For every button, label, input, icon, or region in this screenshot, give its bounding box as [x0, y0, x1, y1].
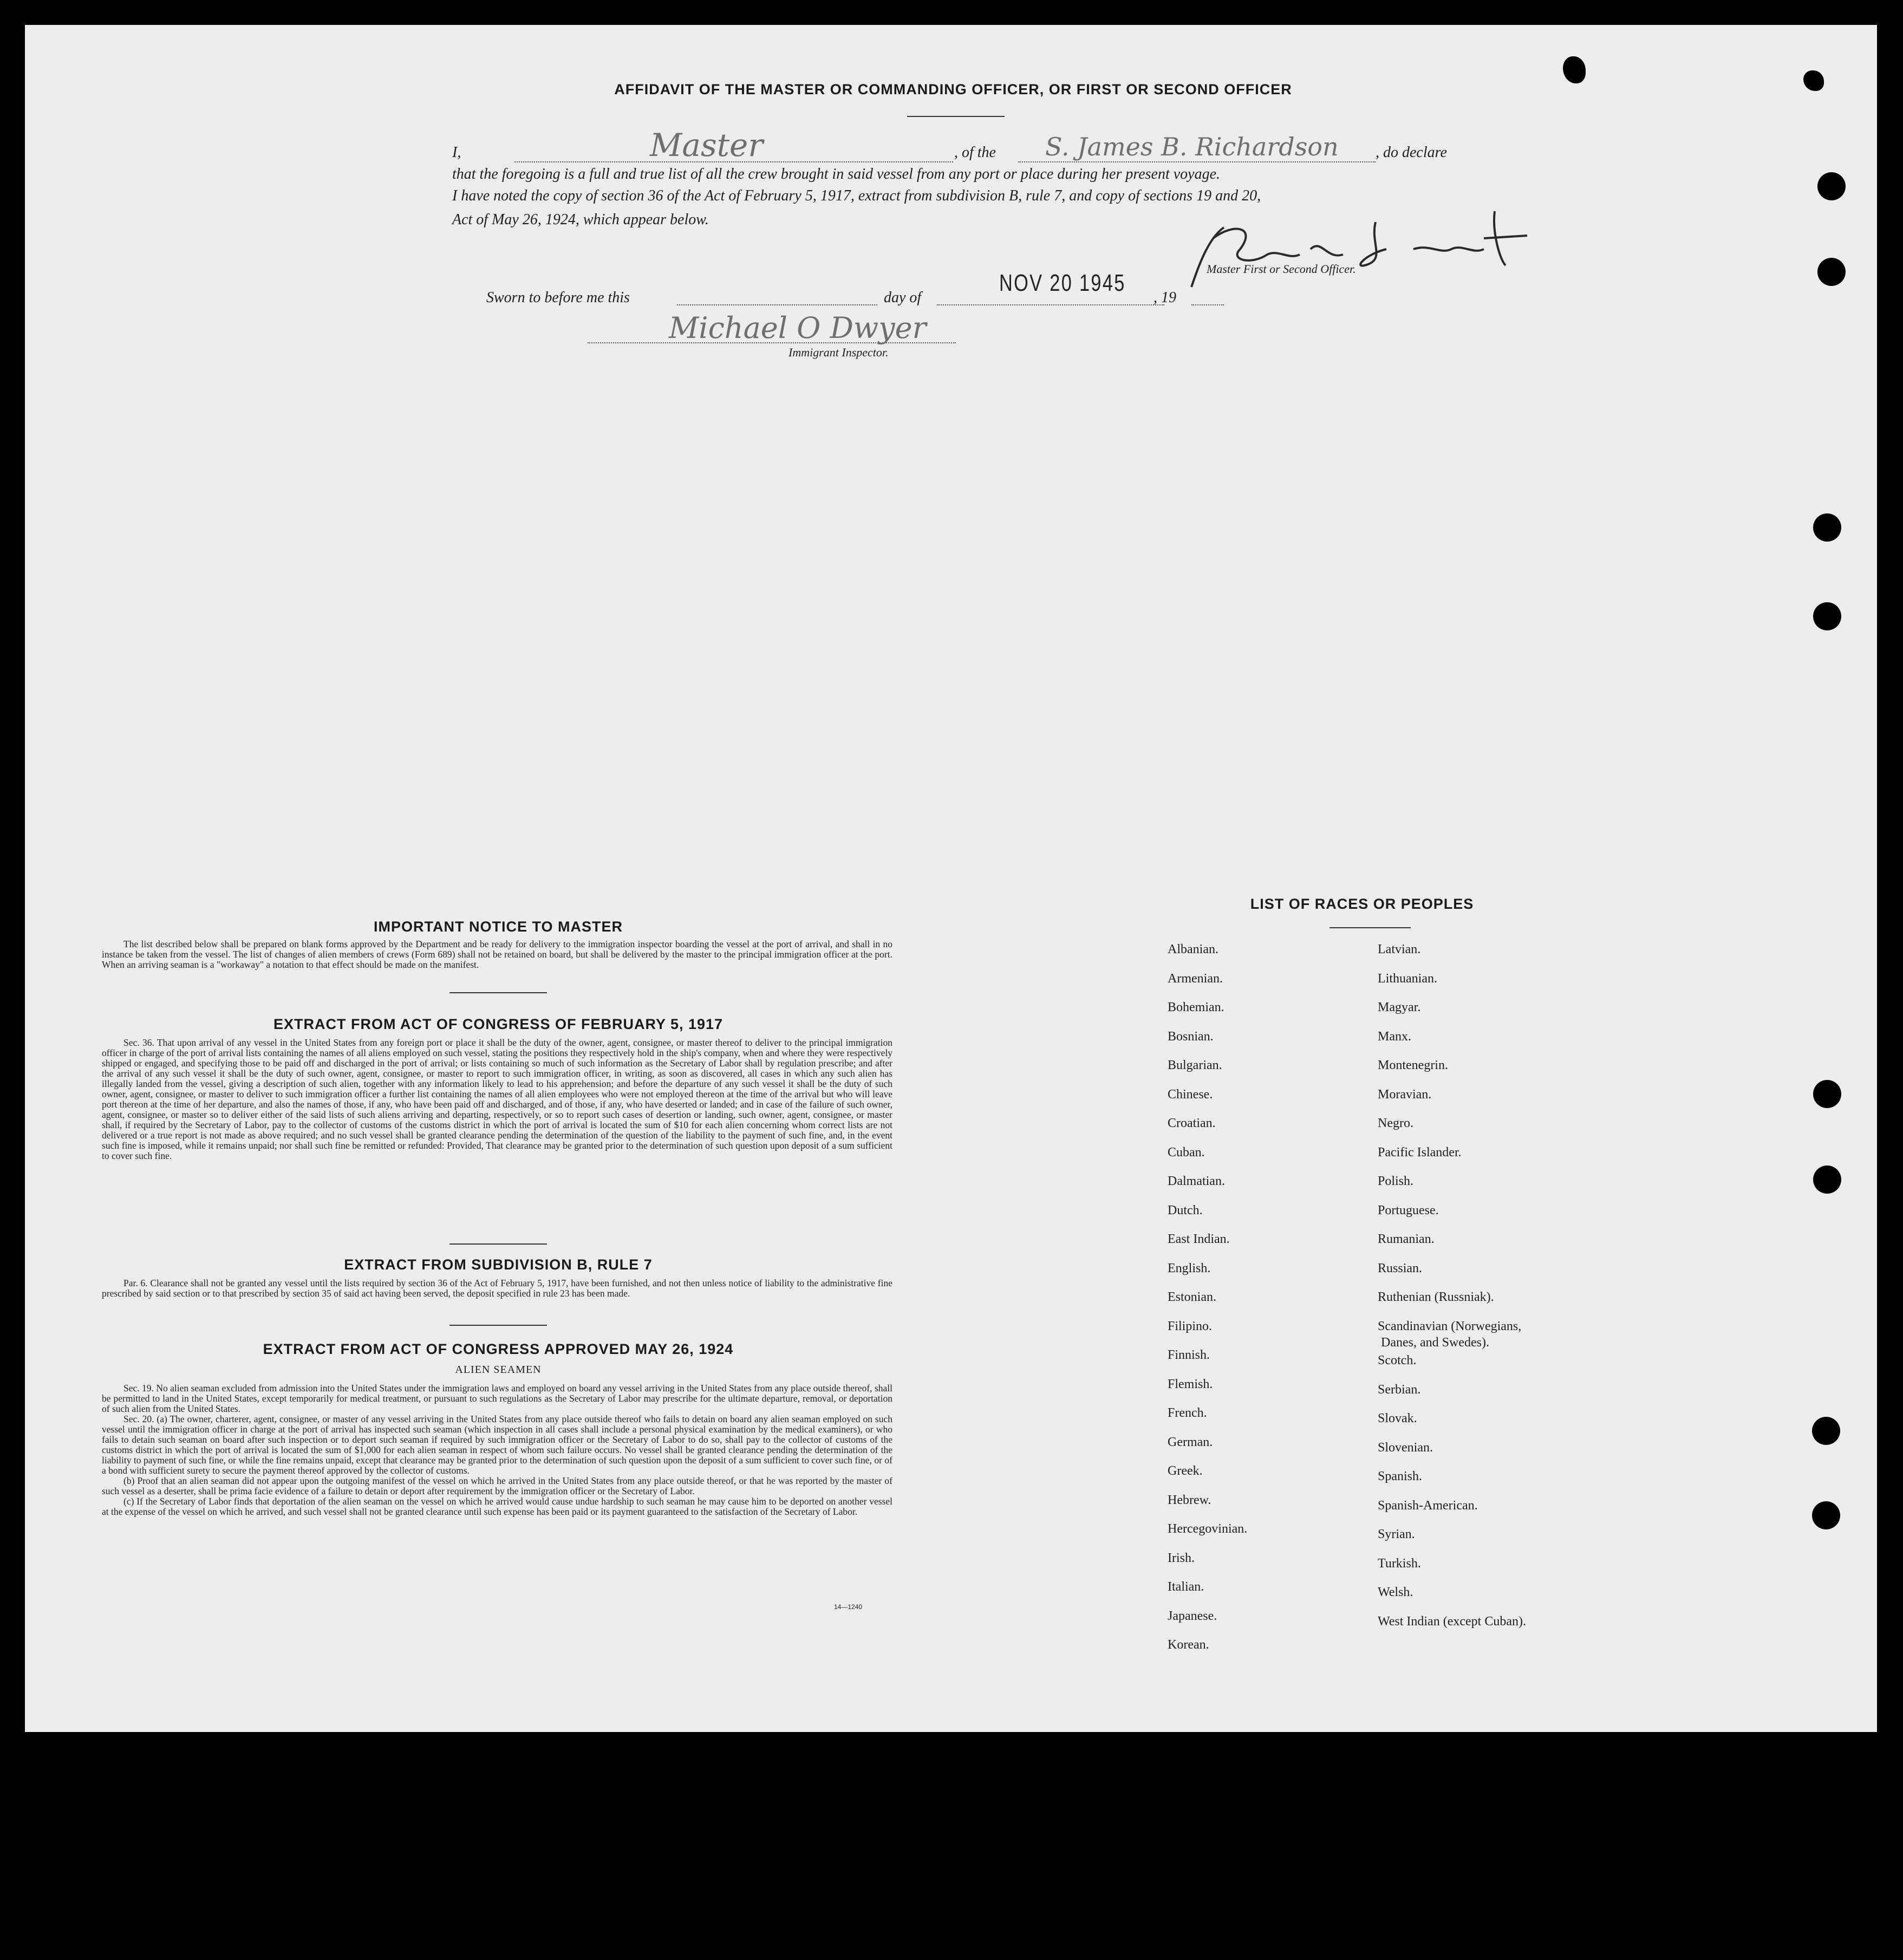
affidavit-title: AFFIDAVIT OF THE MASTER OR COMMANDING OFFICER, OR FIRST OR SECOND OFFICER: [614, 81, 1292, 97]
race-item: Spanish-American.: [1378, 1498, 1478, 1513]
extract-rule7-body: Par. 6. Clearance shall not be granted any vessel until the lists required by section 36 of the Act of February 5, 1917, have been furnished, and not then unless notice of liability to the administrative fine prescribed by said section or to that prescribed by section 35 of said act having been served, the deposit specified in rule 23 has been made.: [102, 1278, 892, 1299]
notice-body: The list described below shall be prepared on blank forms approved by the Department and be ready for delivery to the immigration inspector boarding the vessel at the port of arrival, and shall in no instance be taken from the vessel. The list of changes of alien members of crews (Form 689) shall not be retained on board, but shall be delivered by the master to the principal immigration officer at the port. When an arriving seaman is a "workaway" a notation to that effect should be made on the manifest.: [102, 939, 892, 970]
race-item: Dalmatian.: [1168, 1174, 1225, 1188]
alien-seamen-subtitle: ALIEN SEAMEN: [455, 1364, 542, 1376]
race-item: Turkish.: [1378, 1556, 1421, 1571]
race-item: Filipino.: [1168, 1319, 1213, 1333]
race-item: Hebrew.: [1168, 1493, 1211, 1507]
race-item: Croatian.: [1168, 1116, 1216, 1130]
sec-19: Sec. 19. No alien seaman excluded from admission into the United States under the immigration laws and employed on board any vessel arriving in the United States from any place outside thereof, shall be permitted to land in the United States, except temporarily for medical treatment, or pursuant to such regulations as the Secretary of Labor may prescribe for the ultimate departure, removal, or deportation of such alien from the United States.: [102, 1383, 892, 1414]
divider: [449, 1325, 547, 1326]
punch-hole: [1813, 602, 1841, 630]
divider: [1330, 927, 1411, 928]
affidavit-line-4: Act of May 26, 1924, which appear below.: [452, 211, 709, 228]
race-item: Albanian.: [1168, 942, 1218, 956]
punch-hole: [1812, 1417, 1840, 1445]
race-item: Irish.: [1168, 1551, 1195, 1565]
race-item: Rumanian.: [1378, 1232, 1435, 1246]
race-item: Dutch.: [1168, 1203, 1203, 1217]
race-item: Polish.: [1378, 1174, 1414, 1188]
affidavit-line-3: I have noted the copy of section 36 of the Act of February 5, 1917, extract from subdivision B, rule 7, and copy of sections 19 and 20,: [452, 187, 1261, 204]
extract-rule7-title: EXTRACT FROM SUBDIVISION B, RULE 7: [344, 1256, 653, 1273]
punch-hole: [1817, 172, 1846, 200]
race-item: English.: [1168, 1261, 1211, 1275]
race-item: Hercegovinian.: [1168, 1522, 1248, 1536]
vessel-field-line: [1018, 161, 1376, 162]
inspector-caption: Immigrant Inspector.: [788, 346, 889, 359]
race-item: East Indian.: [1168, 1232, 1230, 1246]
extract-1917-body: Sec. 36. That upon arrival of any vessel in the United States from any foreign port or place it shall be the duty of the owner, agent, consignee, or master thereof to deliver to the principal immigration officer in charge of the port of arrival lists containing the names of all aliens employed on such vessel, stating the positions they respectively hold in the ship's company, when and where they were respectively shipped or engaged, and specifying those to be paid off and discharged in the port of arrival; or lists containing so much of such information as the Secretary of Labor shall by regulation prescribe; and after the arrival of any such vessel it shall be the duty of such owner, agent, consignee, or master to report to such immigration officer, in writing, as soon as discovered, all cases in which any such alien has illegally landed from the vessel, giving a description of such alien, together with any information likely to lead to his apprehension; and before the departure of any such vessel it shall be the duty of such owner, agent, consignee, or master to deliver to such immigration officer a further list containing the names of all alien employees who were not employed thereon at the time of the arrival but who will leave port thereon at the time of her departure, and also the names of those, if any, who have been paid off and discharged, and of those, if any, who have deserted or landed; and in case of the failure of such owner, agent, consignee, or master so to deliver either of the said lists of such aliens arriving and departing, respectively, or so to report such cases of desertion or landing, such owner, agent, consignee, or master shall, if required by the Secretary of Labor, pay to the collector of customs of the customs district in which the port of arrival is located the sum of $10 for each alien concerning whom correct lists are not delivered or a true report is not made as above required; and no such vessel shall be granted clearance pending the determination of the question of the liability to the payment of such fine, and, in the event such fine is imposed, while it remains unpaid; nor shall such fine be remitted or refunded: Provided, That clearance may be granted prior to the determination of such question upon deposit of a sum sufficient to cover such fine.: [102, 1037, 892, 1161]
race-item: Slovak.: [1378, 1411, 1417, 1425]
race-item: Flemish.: [1168, 1377, 1213, 1391]
affidavit-i-label: I,: [452, 144, 461, 161]
extract-1917-title: EXTRACT FROM ACT OF CONGRESS OF FEBRUARY 5, 1917: [273, 1016, 724, 1032]
handwritten-rank: Master: [650, 127, 764, 164]
handwritten-vessel: S. James B. Richardson: [1045, 132, 1339, 161]
divider: [907, 116, 1005, 117]
punch-hole: [1813, 1165, 1841, 1194]
race-item: Montenegrin.: [1378, 1058, 1448, 1072]
affidavit-line-2: that the foregoing is a full and true list of all the crew brought in said vessel from any port or place during her present voyage.: [452, 166, 1221, 183]
extract-1924-title: EXTRACT FROM ACT OF CONGRESS APPROVED MAY 26, 1924: [263, 1341, 734, 1357]
race-item: Lithuanian.: [1378, 971, 1437, 986]
race-item: Bosnian.: [1168, 1029, 1214, 1044]
sworn-year-line: [1191, 304, 1224, 305]
race-item: Syrian.: [1378, 1527, 1415, 1541]
race-item: Welsh.: [1378, 1585, 1413, 1599]
race-item: Cuban.: [1168, 1145, 1205, 1160]
race-item: Italian.: [1168, 1580, 1204, 1594]
race-item: Korean.: [1168, 1638, 1209, 1652]
race-item: Finnish.: [1168, 1348, 1210, 1362]
race-item: Ruthenian (Russniak).: [1378, 1290, 1494, 1304]
race-item: Greek.: [1168, 1464, 1203, 1478]
race-item: Spanish.: [1378, 1469, 1423, 1483]
divider: [449, 992, 547, 993]
do-declare-label: , do declare: [1376, 144, 1447, 161]
notice-title: IMPORTANT NOTICE TO MASTER: [374, 919, 623, 935]
race-item: Latvian.: [1378, 942, 1421, 956]
day-of-label: day of: [884, 289, 922, 306]
punch-hole: [1813, 1080, 1841, 1108]
punch-hole: [1817, 258, 1846, 286]
race-item: Armenian.: [1168, 971, 1223, 986]
of-the-label: , of the: [954, 144, 996, 161]
sec-20b: (b) Proof that an alien seaman did not appear upon the outgoing manifest of the vessel on which he arrived in the United States from any place outside thereof, or that he was reported by the master of such vessel as a deserter, shall be prima facie evidence of a failure to detain or deport after requirement by the immigration officer or the Secretary of Labor.: [102, 1475, 892, 1496]
race-item: Pacific Islander.: [1378, 1145, 1462, 1160]
form-number: 14—1240: [834, 1603, 863, 1611]
race-item: Scotch.: [1378, 1353, 1417, 1368]
race-item: Manx.: [1378, 1029, 1411, 1044]
punch-hole: [1813, 513, 1841, 542]
race-item: German.: [1168, 1435, 1213, 1449]
sec-20c: (c) If the Secretary of Labor finds that deportation of the alien seaman on the vessel on which he arrived would cause undue hardship to such seaman he may cause him to be deported on another vessel at the expense of the vessel on which he arrived, and such vessel shall not be granted clearance until such expense has been paid or its payment guaranteed to the satisfaction of the Secretary of Labor.: [102, 1496, 892, 1517]
race-item: Danes, and Swedes).: [1381, 1335, 1489, 1350]
sworn-day-line: [677, 304, 877, 305]
extract-1924-body: [102, 1383, 892, 1517]
punch-hole: [1812, 1501, 1840, 1529]
divider: [449, 1243, 547, 1245]
race-item: Moravian.: [1378, 1087, 1432, 1102]
race-item: Russian.: [1378, 1261, 1423, 1275]
year-label: , 19: [1153, 289, 1176, 306]
sworn-label: Sworn to before me this: [486, 289, 630, 306]
race-item: Bulgarian.: [1168, 1058, 1222, 1072]
inspector-signature: Michael O Dwyer: [669, 311, 927, 345]
race-item: French.: [1168, 1406, 1207, 1420]
race-item: Bohemian.: [1168, 1000, 1224, 1014]
affidavit-line-1: [452, 144, 461, 161]
sec-20a: Sec. 20. (a) The owner, charterer, agent, consignee, or master of any vessel arriving in the United States from any place outside thereof who fails to detain on board any alien seaman employed on such vessel until the immigration officer in charge at the port of arrival has inspected such seaman (which inspection in all cases shall include a personal physical examination by the medical examiners), or who fails to detain such seaman on board after such inspection or to deport such seaman if required by such immigration officer or the Secretary of Labor to do so, shall pay to the collector of customs of the customs district in which the port of arrival is located the sum of $1,000 for each alien seaman in respect of whom such failure occurs. No vessel shall be granted clearance pending the determination of the liability to payment of such fine, or while the fine remains unpaid, except that clearance may be granted prior to the determination of such question upon the deposit of a sum sufficient to cover such fine, or of a bond with sufficient surety to secure the payment thereof approved by the collector of customs.: [102, 1414, 892, 1476]
race-item: Japanese.: [1168, 1609, 1217, 1623]
races-title: LIST OF RACES OR PEOPLES: [1250, 896, 1474, 912]
race-item: Magyar.: [1378, 1000, 1421, 1014]
race-item: Scandinavian (Norwegians,: [1378, 1319, 1522, 1333]
race-item: Slovenian.: [1378, 1440, 1433, 1455]
race-item: Serbian.: [1378, 1382, 1421, 1397]
race-item: Estonian.: [1168, 1290, 1216, 1304]
date-stamp: NOV 20 1945: [999, 270, 1126, 296]
race-item: Negro.: [1378, 1116, 1413, 1130]
master-signature: [1159, 206, 1549, 298]
race-item: West Indian (except Cuban).: [1378, 1614, 1526, 1629]
race-item: Portuguese.: [1378, 1203, 1439, 1217]
signature-caption: Master First or Second Officer.: [1207, 262, 1356, 276]
race-item: Chinese.: [1168, 1087, 1213, 1102]
sworn-month-line: [937, 304, 1164, 305]
